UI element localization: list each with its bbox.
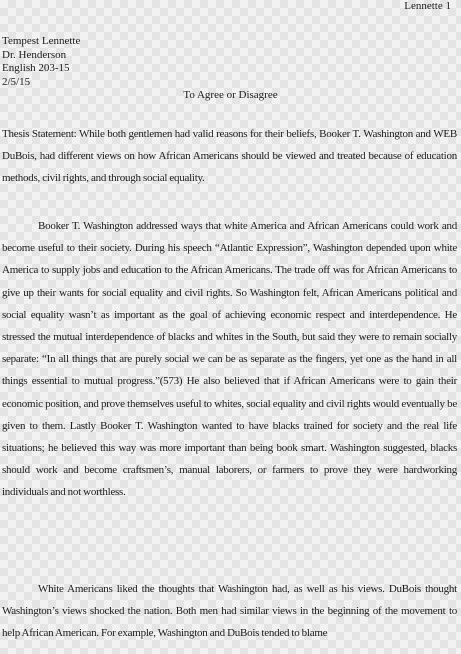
date: 2/5/15	[2, 75, 31, 88]
heading-block	[2, 35, 80, 89]
body-paragraph-1: Booker T. Washington addressed ways that white America and African Americans could work and become useful to their society. During his speech “Atlantic Expression”, Washington depended upon white America to supply jobs and education to the African Americans. The trade off was for African Americans to give up their wants for social equality and civil rights. So Washington felt, African Americans political and social equality wasn’t as important as the goal of achieving economic respect and interdependence. He stressed the mutual interdependence of blacks and whites in the South, but said they were to remain socially separate: “In all things that are purely social we can be as separate as the fingers, yet one as the hand in all things essential to mutual progress.”(573) He also believed that if African Americans were to gain their economic position, and prove themselves useful to whites, social equality and civil rights would eventually be given to them. Lastly Booker T. Washington wanted to have blacks trained for society and the real life situations; he believed this way was more important than being book smart. Washington suggested, blacks should work and become craftsmen’s, manual laborers, or farmers to prove they were hardworking individuals and not worthless.	[2, 220, 457, 499]
running-head: Lennette 1	[404, 0, 451, 12]
document-title: To Agree or Disagree	[183, 89, 278, 101]
student-name: Tempest Lennette	[2, 35, 81, 47]
course-name: English 203-15	[2, 62, 70, 74]
thesis-statement: Thesis Statement: While both gentlemen had valid reasons for their beliefs, Booker T. Washington and WEB DuBois, had different views on how African Americans should be viewed and treated because of education methods, civil rights, and through social equality.	[2, 128, 457, 185]
body-paragraph-2: White Americans liked the thoughts that Washington had, as well as his views. DuBois thought Washington’s views shocked the nation. Both men had similar views in the beginning of the movement to help African American. For example, Washington and DuBois tended to blame	[2, 583, 457, 640]
instructor-name: Dr. Henderson	[2, 48, 67, 61]
